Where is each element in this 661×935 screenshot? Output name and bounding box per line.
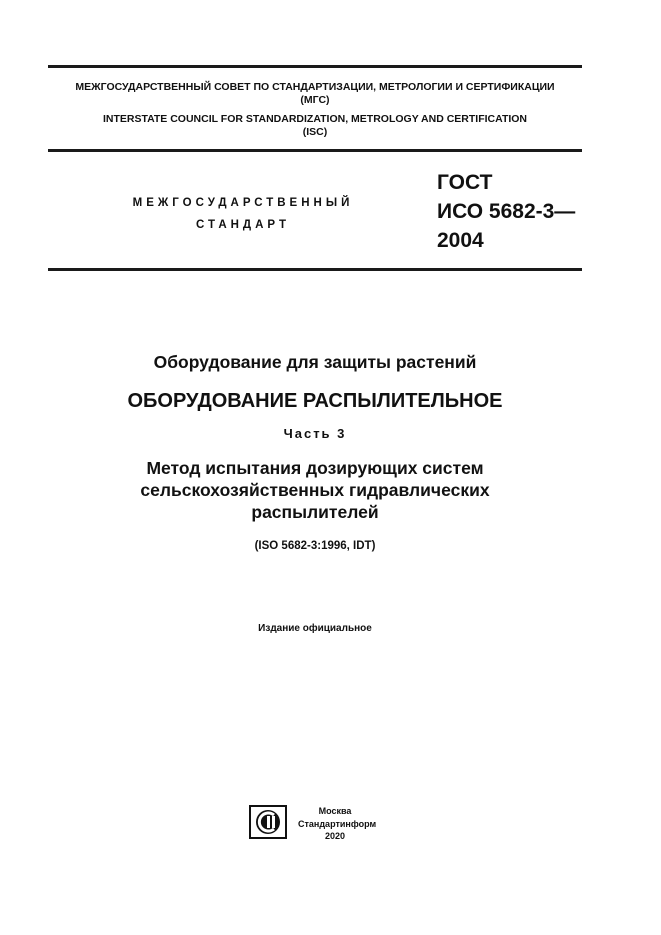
publisher-info (298, 805, 377, 843)
designation-line-3: 2004 (437, 229, 484, 252)
middle-rule (48, 149, 582, 152)
subject-line-1: Метод испытания дозирующих систем (146, 458, 484, 478)
group-title: Оборудование для защиты растений (153, 352, 477, 372)
standard-type-label (60, 192, 426, 236)
part-title: Часть 3 (283, 426, 347, 441)
council-abbr-ru: (МГС) (300, 94, 330, 106)
council-name-en (48, 113, 582, 139)
subject-line-3: распылителей (251, 502, 379, 522)
standard-type-line-2: СТАНДАРТ (196, 219, 290, 231)
publication-year: 2020 (324, 831, 346, 841)
main-title: ОБОРУДОВАНИЕ РАСПЫЛИТЕЛЬНОЕ (127, 390, 503, 412)
council-abbr-en: (ISC) (302, 126, 328, 138)
designation-line-2: ИСО 5682-3— (437, 200, 576, 223)
top-rule (48, 65, 582, 68)
lower-rule (48, 268, 582, 271)
edition-note: Издание официальное (258, 623, 372, 634)
standard-type-line-1: МЕЖГОСУДАРСТВЕННЫЙ (132, 197, 354, 209)
council-name-ru-line: МЕЖГОСУДАРСТВЕННЫЙ СОВЕТ ПО СТАНДАРТИЗАЦИИ, МЕТРОЛОГИИ И СЕРТИФИКАЦИИ (75, 81, 555, 93)
council-name-en-line: INTERSTATE COUNCIL FOR STANDARDIZATION, METROLOGY AND CERTIFICATION (102, 113, 528, 125)
council-name-ru (48, 81, 582, 107)
iso-reference: (ISO 5682-3:1996, IDT) (254, 540, 376, 552)
subject-line-2: сельскохозяйственных гидравлических (140, 480, 490, 500)
standard-designation (437, 168, 575, 255)
subject-title (48, 457, 582, 523)
designation-line-1: ГОСТ (437, 171, 493, 194)
publisher-city: Москва (318, 806, 352, 816)
standartinform-logo-icon (249, 805, 287, 839)
publisher-name: Стандартинформ (298, 818, 377, 829)
